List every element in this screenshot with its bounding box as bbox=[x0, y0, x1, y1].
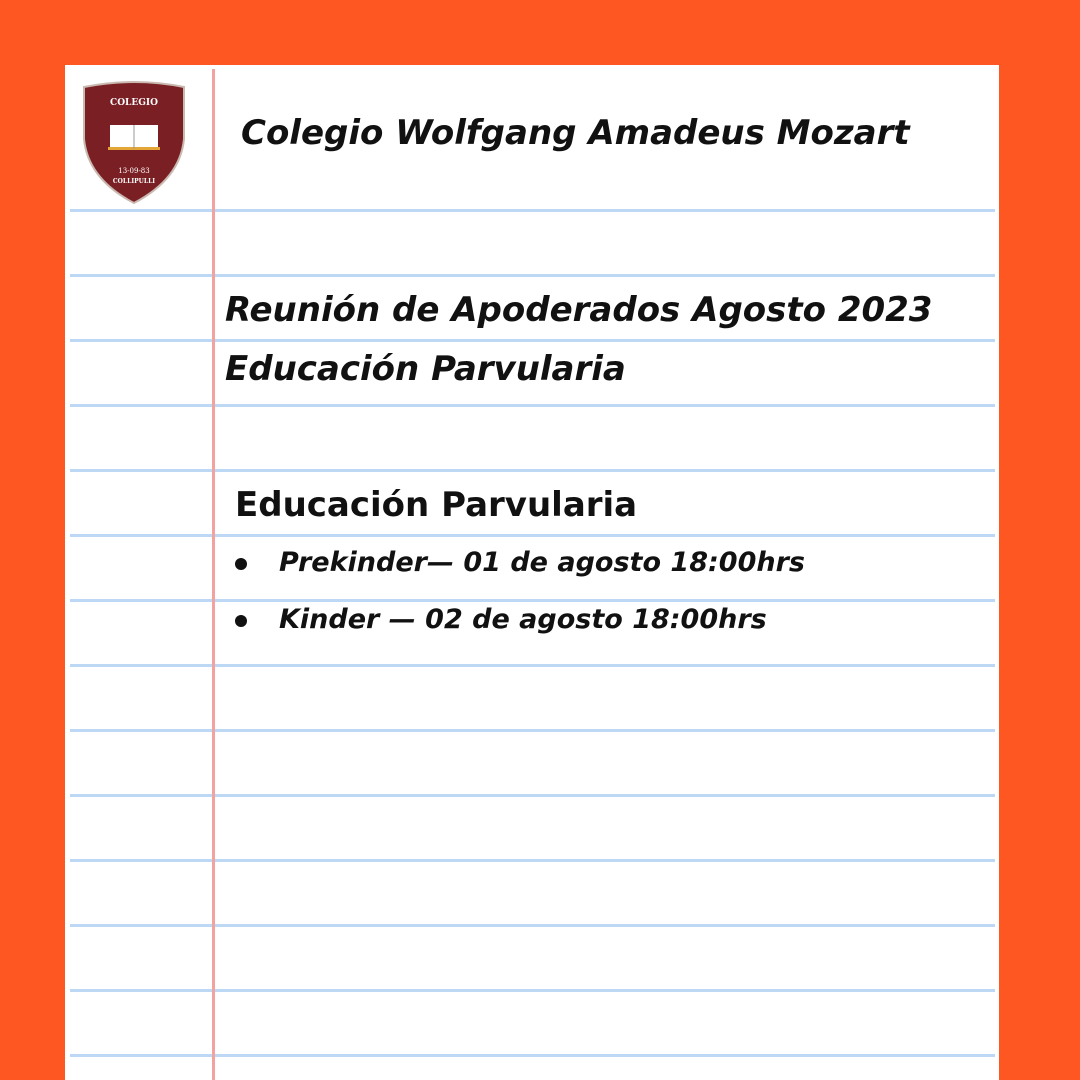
margin-line bbox=[212, 69, 215, 1080]
bullet-icon bbox=[235, 558, 247, 570]
school-name: Colegio Wolfgang Amadeus Mozart bbox=[241, 113, 910, 153]
svg-text:COLEGIO: COLEGIO bbox=[110, 98, 158, 108]
rule-line bbox=[70, 859, 995, 862]
rule-line bbox=[70, 339, 995, 342]
svg-text:13-09-83: 13-09-83 bbox=[118, 167, 150, 175]
svg-text:COLLIPULLI: COLLIPULLI bbox=[112, 178, 156, 185]
school-crest-icon bbox=[80, 79, 188, 205]
rule-line bbox=[70, 924, 995, 927]
section-heading: Educación Parvularia bbox=[235, 485, 638, 525]
rule-line bbox=[70, 989, 995, 992]
rule-line bbox=[70, 274, 995, 277]
rule-line bbox=[70, 404, 995, 407]
list-item: Prekinder— 01 de agosto 18:00hrs bbox=[235, 547, 805, 578]
rule-line bbox=[70, 599, 995, 602]
rule-line bbox=[70, 729, 995, 732]
notebook-paper bbox=[65, 65, 999, 1080]
rule-line bbox=[70, 209, 995, 212]
rule-line bbox=[70, 1054, 995, 1057]
bullet-icon bbox=[235, 615, 247, 627]
rule-line bbox=[70, 794, 995, 797]
rule-line bbox=[70, 534, 995, 537]
rule-line bbox=[70, 469, 995, 472]
page-title: Reunión de Apoderados Agosto 2023 bbox=[225, 290, 933, 330]
page-subtitle: Educación Parvularia bbox=[225, 349, 626, 389]
rule-line bbox=[70, 664, 995, 667]
list-item: Kinder — 02 de agosto 18:00hrs bbox=[235, 604, 767, 635]
